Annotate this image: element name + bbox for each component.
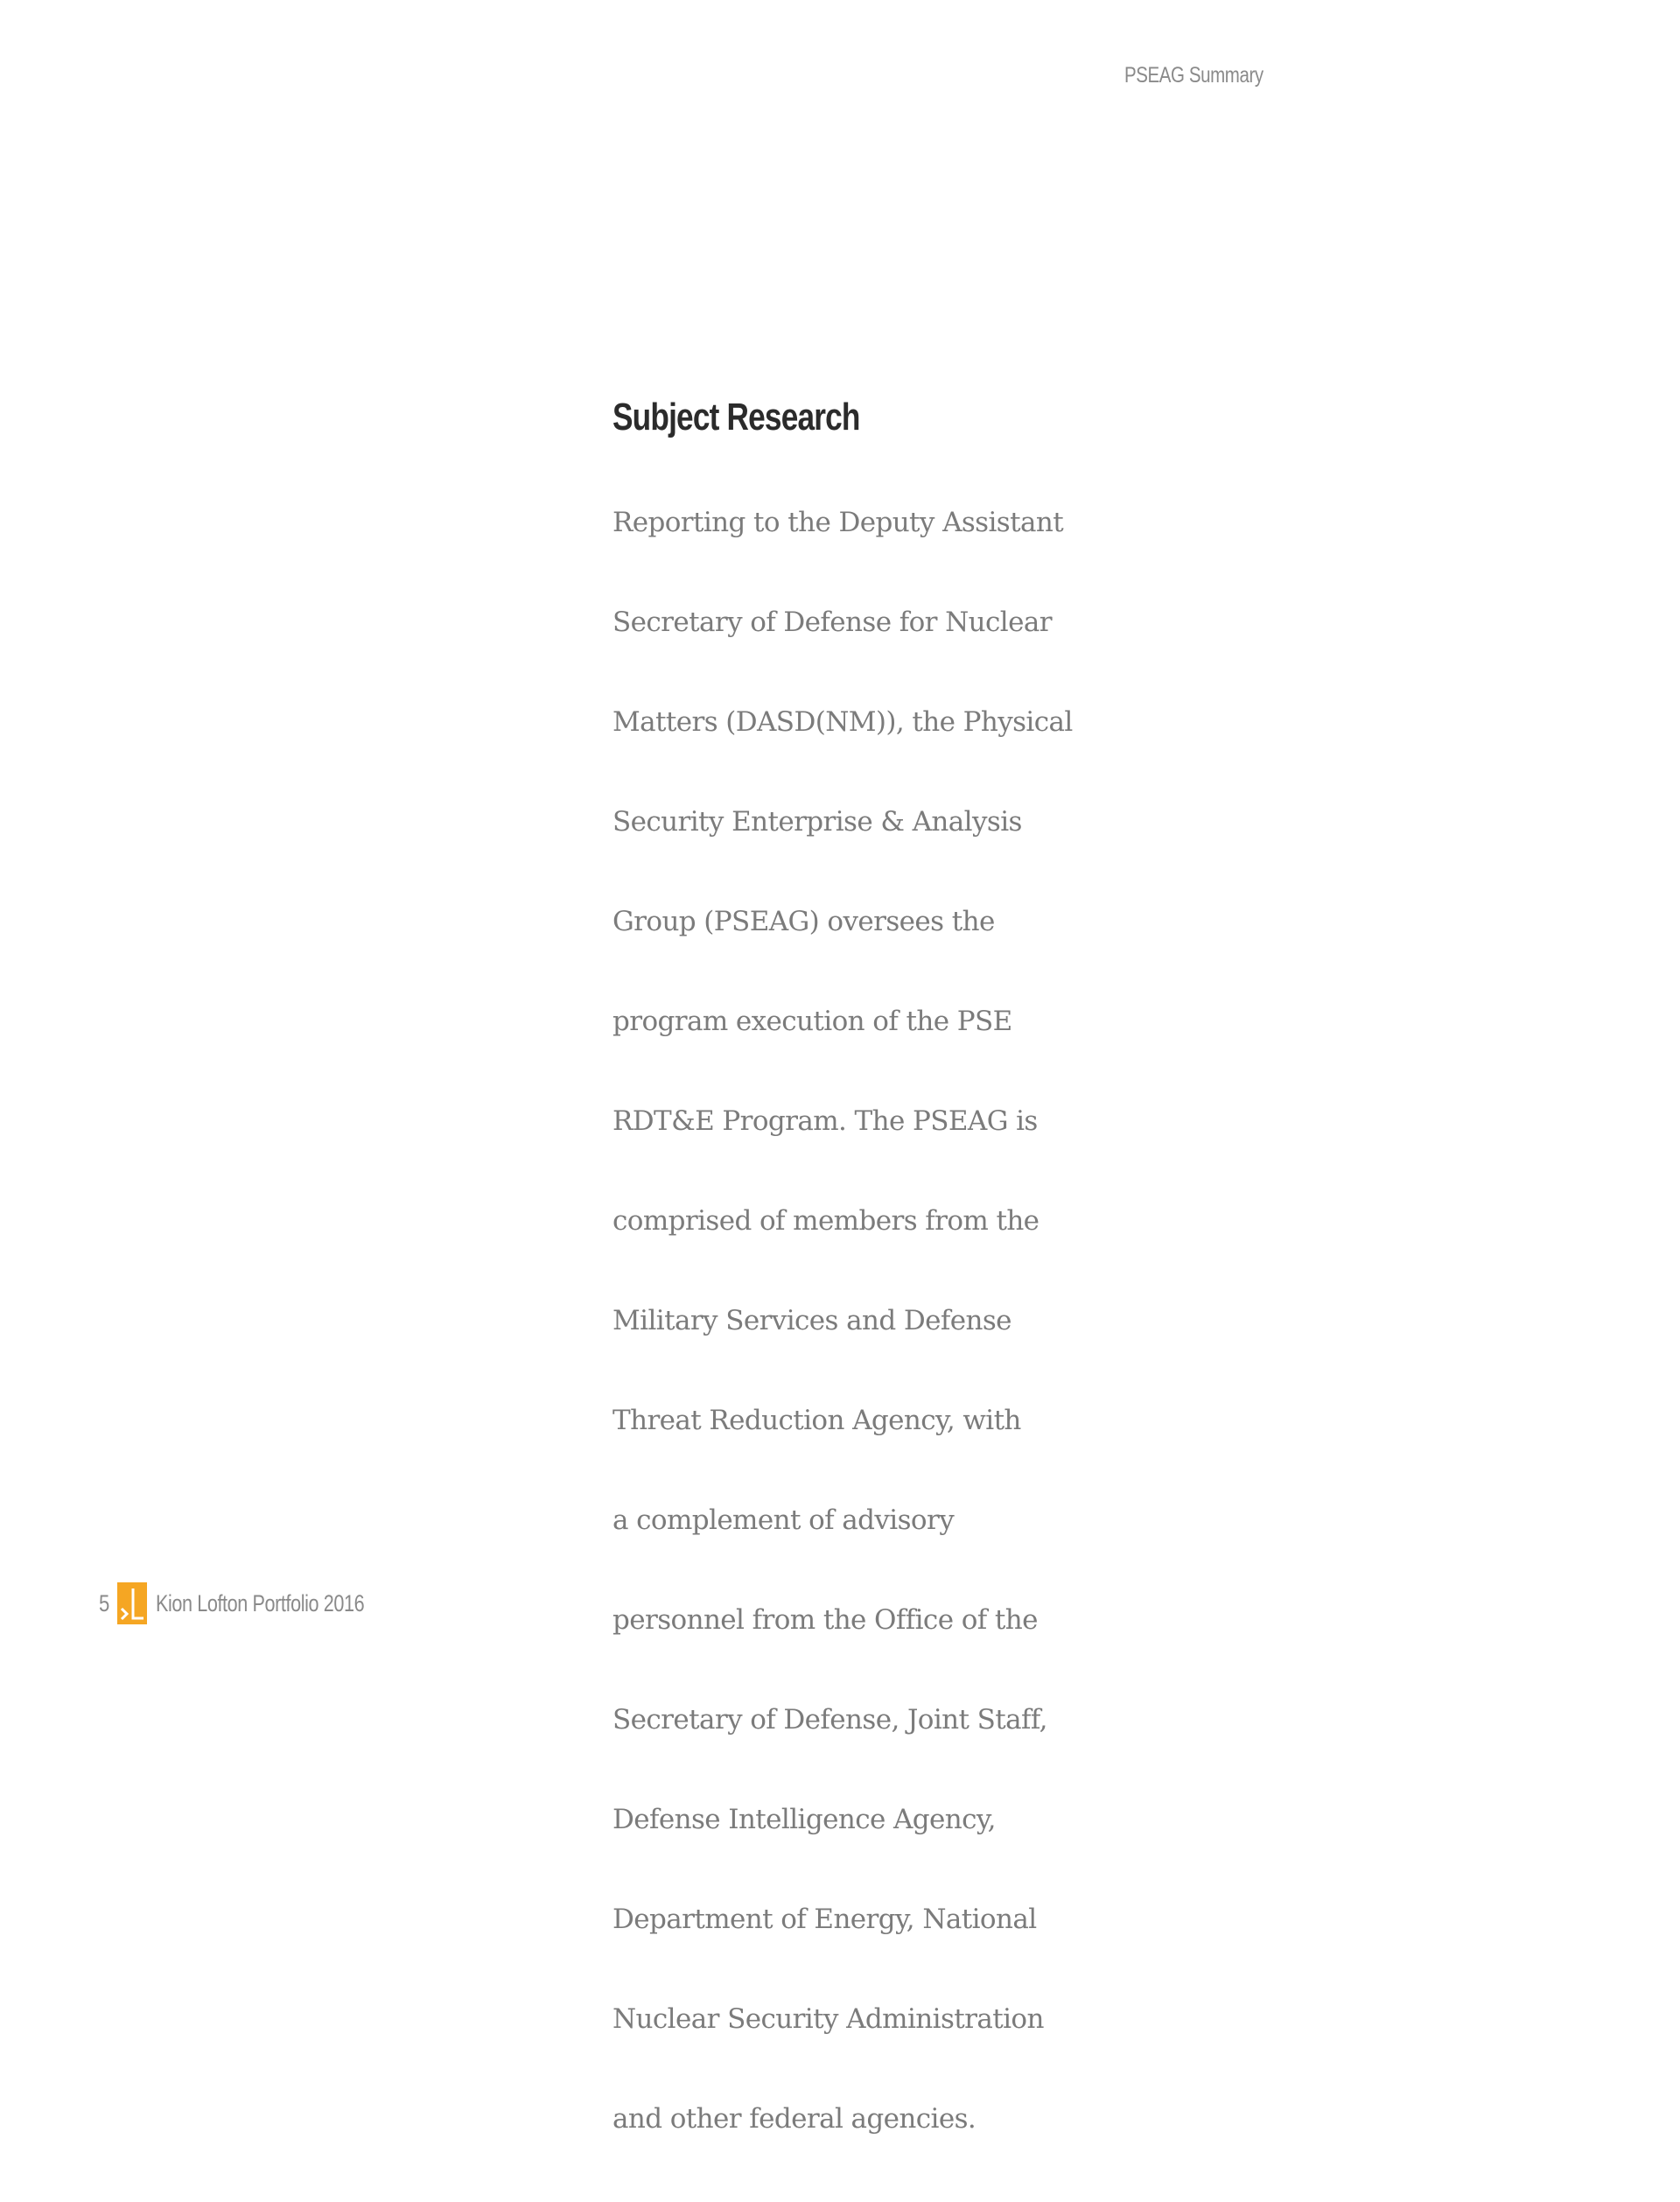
body-line: Threat Reduction Agency, with bbox=[612, 1405, 1021, 1436]
body-line: Defense Intelligence Agency, bbox=[612, 1804, 996, 1835]
body-line: and other federal agencies. bbox=[612, 2103, 976, 2135]
body-line: Military Services and Defense bbox=[612, 1305, 1012, 1336]
body-line: Secretary of Defense for Nuclear bbox=[612, 607, 1052, 638]
body-line: Secretary of Defense, Joint Staff, bbox=[612, 1704, 1047, 1736]
body-line: Nuclear Security Administration bbox=[612, 2003, 1044, 2035]
body-line: Matters (DASD(NM)), the Physical bbox=[612, 706, 1073, 738]
page-footer bbox=[99, 1582, 416, 1624]
body-line: Group (PSEAG) oversees the bbox=[612, 906, 995, 937]
subject-research-section bbox=[612, 396, 1155, 2202]
body-line: comprised of members from the bbox=[612, 1205, 1040, 1237]
kl-logo-icon bbox=[117, 1582, 147, 1624]
section-body bbox=[612, 439, 1155, 2202]
body-line: Security Enterprise & Analysis bbox=[612, 806, 1022, 838]
portfolio-title: Kion Lofton Portfolio 2016 bbox=[156, 1589, 365, 1616]
body-line: personnel from the Office of the bbox=[612, 1604, 1038, 1636]
section-heading: Subject Research bbox=[612, 396, 860, 438]
body-line: Reporting to the Deputy Assistant bbox=[612, 507, 1064, 538]
body-line: program execution of the PSE bbox=[612, 1006, 1012, 1037]
body-line: Department of Energy, National bbox=[612, 1904, 1037, 1935]
running-header: PSEAG Summary bbox=[1124, 63, 1264, 88]
body-line: RDT&E Program. The PSEAG is bbox=[612, 1105, 1038, 1137]
body-line: a complement of advisory bbox=[612, 1504, 955, 1536]
page-number: 5 bbox=[99, 1589, 110, 1616]
